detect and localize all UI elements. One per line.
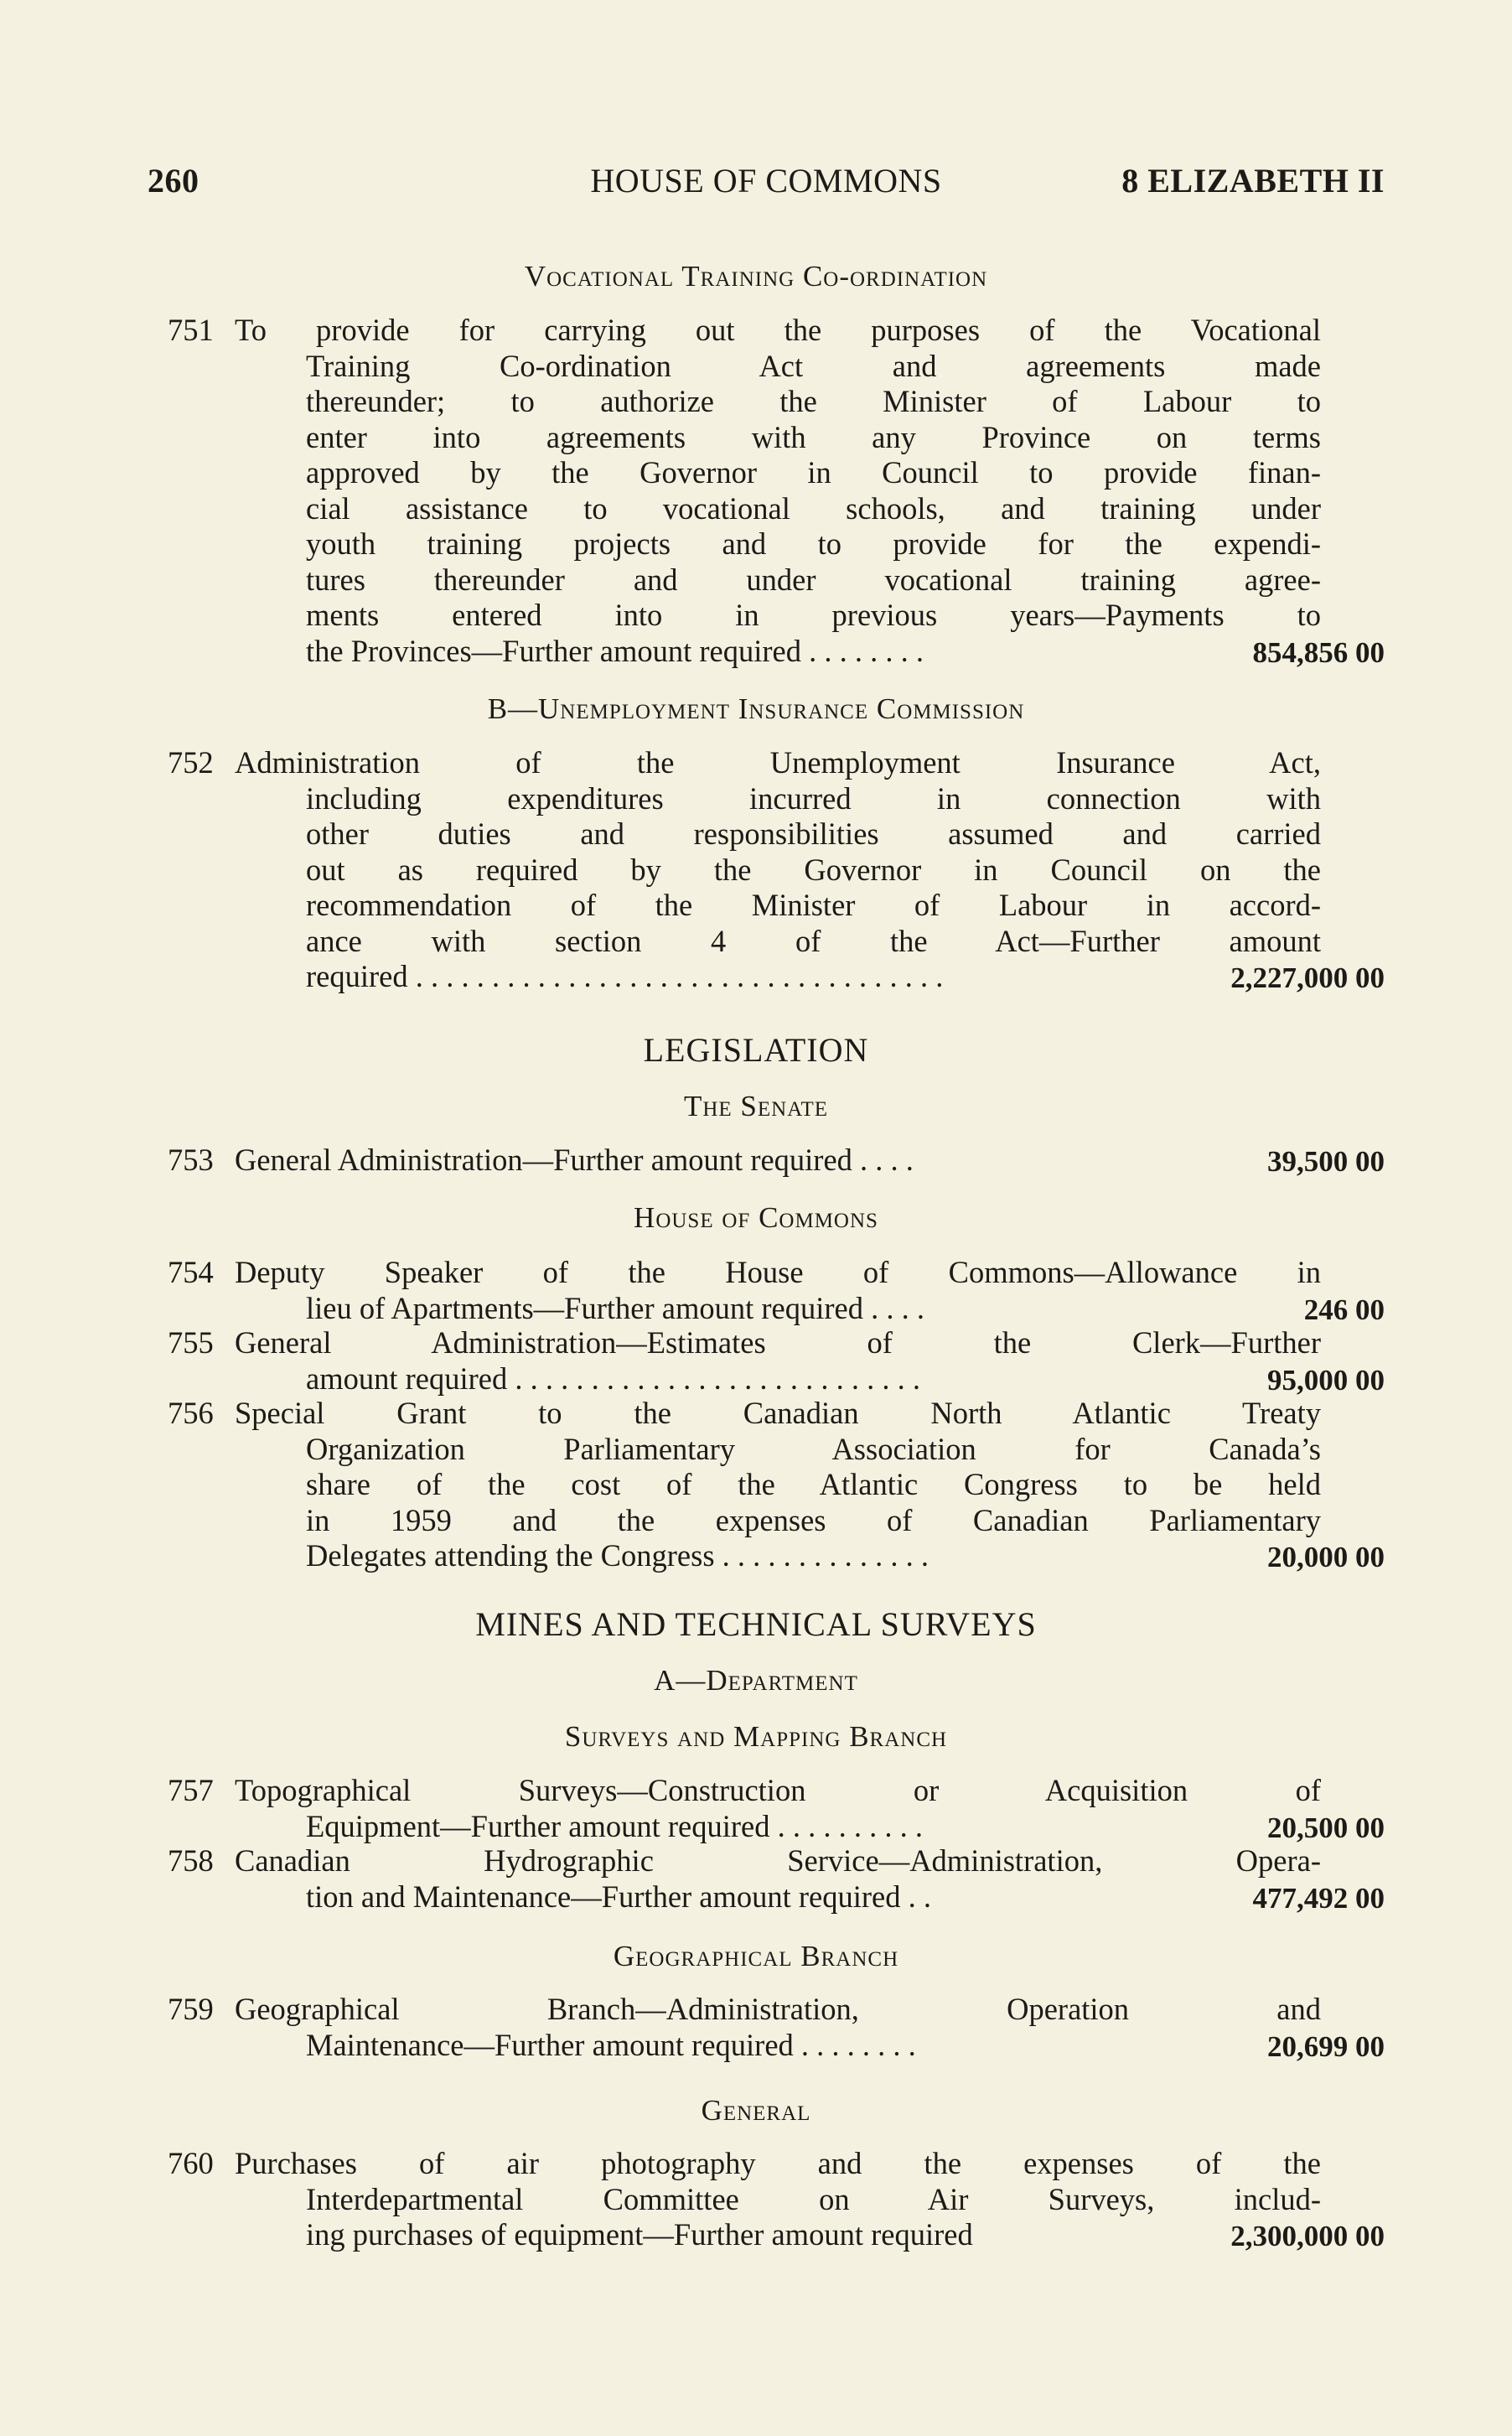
vote-number: 759 (168, 1992, 214, 2026)
vote-item-759 (168, 1992, 1385, 2063)
vote-text-line: Equipment—Further amount required . . . . . . . . . . (306, 1808, 923, 1843)
section-heading-department: A—Department (654, 1664, 858, 1697)
section-heading-senate: The Senate (683, 1090, 829, 1122)
vote-text-line: tion and Maintenance—Further amount required . . (306, 1879, 932, 1914)
vote-text-line: lieu of Apartments—Further amount required . . . . (306, 1290, 924, 1325)
vote-text-line: Delegates attending the Congress . . . . . . . . . . . . . . (306, 1538, 929, 1573)
vote-text-line: Interdepartmental Committee on Air Surveys, includ- (306, 2181, 1321, 2216)
vote-text-line: thereunder; to authorize the Minister of Labour to (306, 384, 1321, 418)
vote-number: 751 (168, 313, 214, 347)
vote-text-line: To provide for carrying out the purposes of the Vocational (235, 313, 1321, 347)
section-heading-legislation: LEGISLATION (643, 1031, 869, 1069)
vote-text-line: other duties and responsibilities assumed and carried (306, 816, 1321, 851)
vote-text-line: ance with section 4 of the Act—Further amount (306, 923, 1321, 958)
vote-text-line: recommendation of the Minister of Labour in accord- (306, 888, 1321, 922)
vote-number: 758 (168, 1843, 214, 1878)
vote-item-757 (168, 1773, 1385, 1844)
vote-text-line: approved by the Governor in Council to provide finan- (306, 455, 1321, 490)
vote-amount: 477,492 00 (1252, 1881, 1385, 1915)
vote-text-line: out as required by the Governor in Council on the (306, 852, 1321, 887)
vote-number: 752 (168, 745, 214, 780)
vote-text-line: Geographical Branch—Administration, Operation and (235, 1992, 1321, 2026)
vote-text-line: tures thereunder and under vocational training agree- (306, 562, 1321, 597)
vote-item-751 (168, 313, 1385, 669)
vote-text-line: Maintenance—Further amount required . . . . . . . . (306, 2027, 916, 2062)
vote-item-758 (168, 1843, 1385, 1915)
vote-text-line: in 1959 and the expenses of Canadian Parliamentary (306, 1502, 1321, 1537)
vote-text-line: Topographical Surveys—Construction or Acquisition of (235, 1773, 1321, 1807)
vote-text-line: ing purchases of equipment—Further amount required (306, 2217, 973, 2252)
vote-text-line: amount required . . . . . . . . . . . . . . . . . . . . . . . . . . . (306, 1361, 920, 1396)
vote-text-line: cial assistance to vocational schools, and training under (306, 490, 1321, 526)
vote-amount: 2,227,000 00 (1230, 961, 1385, 994)
section-heading-mines: MINES AND TECHNICAL SURVEYS (475, 1605, 1037, 1643)
vote-item-754 (168, 1255, 1385, 1326)
vote-number: 756 (168, 1396, 214, 1430)
vote-amount: 20,699 00 (1267, 2029, 1385, 2063)
vote-text-line: Canadian Hydrographic Service—Administration, Opera- (235, 1843, 1321, 1878)
regnal-year: 8 ELIZABETH II (1121, 162, 1385, 200)
vote-amount: 2,300,000 00 (1230, 2220, 1385, 2252)
vote-item-752 (168, 745, 1385, 995)
vote-number: 754 (168, 1255, 214, 1289)
vote-text-line: Deputy Speaker of the House of Commons—Allowance in (235, 1255, 1321, 1289)
header-title: HOUSE OF COMMONS (590, 162, 942, 200)
vote-text-line: ments entered into in previous years—Payments to (306, 598, 1321, 632)
running-header (148, 161, 1385, 208)
vote-text-line: Special Grant to the Canadian North Atlantic Treaty (235, 1396, 1321, 1430)
vote-amount: 854,856 00 (1252, 635, 1385, 669)
section-heading-surveys: Surveys and Mapping Branch (564, 1720, 948, 1753)
vote-text-line: the Provinces—Further amount required . . . . . . . . (306, 633, 924, 668)
vote-text-line: Organization Parliamentary Association for Canada’s (306, 1431, 1321, 1466)
vote-text-line: required . . . . . . . . . . . . . . . . . . . . . . . . . . . . . . . . . . . (306, 959, 944, 993)
section-heading-geo: Geographical Branch (613, 1940, 899, 1972)
vote-amount: 95,000 00 (1267, 1363, 1385, 1397)
vote-number: 757 (168, 1773, 214, 1807)
vote-item-753 (168, 1143, 1385, 1179)
vote-item-760 (168, 2146, 1385, 2253)
vote-amount: 20,000 00 (1267, 1541, 1385, 1573)
vote-text-line: General Administration—Further amount required . . . . (235, 1143, 914, 1177)
vote-text-line: including expenditures incurred in connection with (306, 780, 1321, 816)
vote-amount: 20,500 00 (1267, 1811, 1385, 1844)
vote-text-line: youth training projects and to provide for the expendi- (306, 526, 1321, 561)
vote-item-756 (168, 1396, 1385, 1574)
section-heading-general: General (701, 2094, 811, 2127)
vote-text-line: share of the cost of the Atlantic Congress to be held (306, 1467, 1321, 1501)
vote-text-line: enter into agreements with any Province on terms (306, 419, 1321, 454)
vote-number: 760 (168, 2146, 214, 2180)
vote-amount: 246 00 (1303, 1293, 1385, 1326)
vote-item-755 (168, 1325, 1385, 1397)
vote-number: 753 (168, 1143, 214, 1177)
vote-text-line: Purchases of air photography and the expenses of the (235, 2146, 1321, 2180)
vote-amount: 39,500 00 (1267, 1145, 1385, 1178)
page-number: 260 (148, 162, 199, 200)
section-heading-commons: House of Commons (634, 1201, 878, 1234)
vote-text-line: General Administration—Estimates of the Clerk—Further (235, 1325, 1321, 1360)
vote-text-line: Administration of the Unemployment Insurance Act, (235, 745, 1321, 780)
vote-text-line: Training Co-ordination Act and agreements made (306, 348, 1321, 383)
section-heading-uic: B—Unemployment Insurance Commission (487, 692, 1025, 725)
section-heading-vocational: Vocational Training Co-ordination (524, 260, 988, 293)
vote-number: 755 (168, 1325, 214, 1360)
